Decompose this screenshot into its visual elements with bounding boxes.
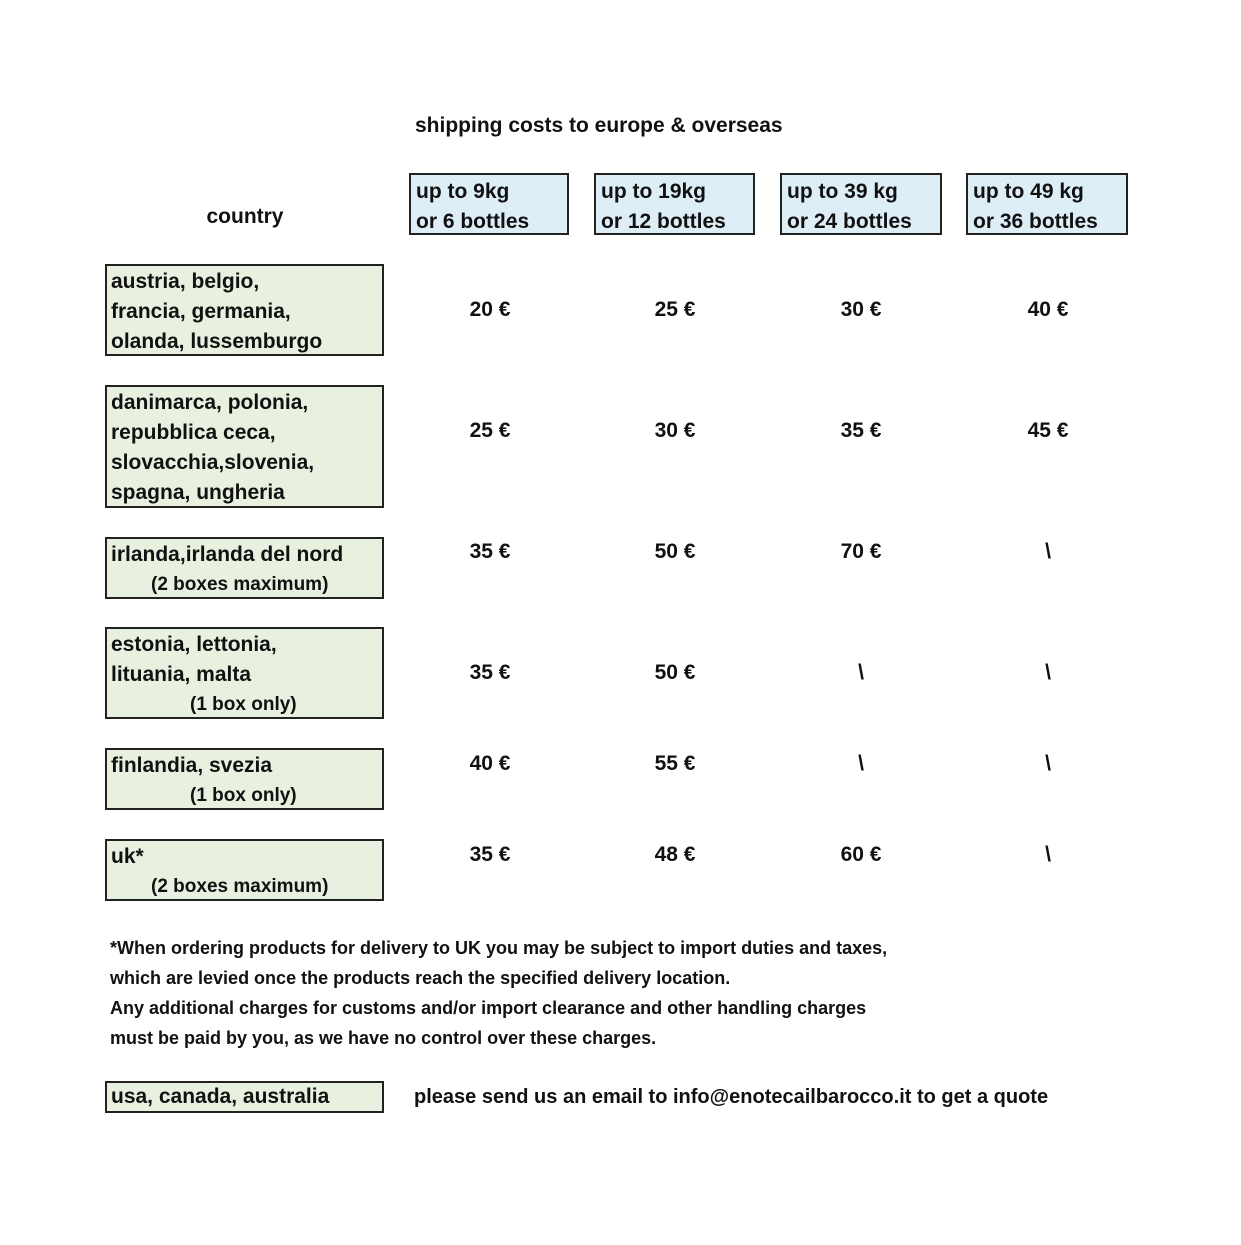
weight-header-2 [594, 173, 755, 235]
footnote-line: must be paid by you, as we have no control over these charges. [110, 1028, 657, 1048]
weight-header-line: or 6 bottles [416, 210, 530, 233]
price-cell: 35 € [469, 661, 511, 684]
box-limit-note: (1 box only) [190, 694, 297, 715]
price-cell: 40 € [469, 752, 511, 775]
country-line: lituania, malta [111, 663, 252, 686]
price-cell: \ [858, 752, 864, 775]
country-box-nordics [105, 748, 384, 810]
weight-header-4 [966, 173, 1128, 235]
price-cell: 35 € [469, 540, 511, 563]
weight-header-3 [780, 173, 942, 235]
price-cell: \ [1045, 752, 1051, 775]
box-limit-note: (2 boxes maximum) [151, 876, 329, 897]
price-cell: \ [858, 661, 864, 684]
weight-header-line: up to 49 kg [973, 180, 1084, 203]
country-line: francia, germania, [111, 300, 291, 323]
price-cell: 55 € [654, 752, 696, 775]
weight-header-line: up to 39 kg [787, 180, 898, 203]
country-line: olanda, lussemburgo [111, 330, 323, 353]
country-line: danimarca, polonia, [111, 391, 309, 414]
country-box-overseas: usa, canada, australia [105, 1081, 384, 1113]
footnote-line: Any additional charges for customs and/or import clearance and other handling charges [110, 998, 867, 1018]
price-cell: 70 € [840, 540, 882, 563]
weight-header-line: up to 19kg [601, 180, 707, 203]
price-cell: 25 € [654, 298, 696, 321]
weight-header-line: or 12 bottles [601, 210, 726, 233]
country-line: estonia, lettonia, [111, 633, 277, 656]
country-box-eastern-europe [105, 385, 384, 508]
box-limit-note: (1 box only) [190, 785, 297, 806]
price-cell: 40 € [1027, 298, 1069, 321]
price-cell: 30 € [654, 419, 696, 442]
country-line: finlandia, svezia [111, 754, 273, 777]
country-line: austria, belgio, [111, 270, 260, 293]
weight-header-1 [409, 173, 569, 235]
country-line: uk* [111, 845, 144, 868]
country-box-central-europe [105, 264, 384, 356]
price-cell: 20 € [469, 298, 511, 321]
footnote-line: *When ordering products for delivery to UK you may be subject to import duties and taxes, [110, 938, 888, 958]
weight-header-line: or 24 bottles [787, 210, 912, 233]
country-column-header: country [206, 205, 284, 228]
quote-request-note: please send us an email to info@enotecailbarocco.it to get a quote [414, 1086, 1049, 1108]
price-cell: 50 € [654, 661, 696, 684]
country-line: spagna, ungheria [111, 481, 285, 504]
box-limit-note: (2 boxes maximum) [151, 574, 329, 595]
country-line: irlanda,irlanda del nord [111, 543, 344, 566]
price-cell: 60 € [840, 843, 882, 866]
price-cell: 35 € [469, 843, 511, 866]
country-line: slovacchia,slovenia, [111, 451, 315, 474]
country-box-uk [105, 839, 384, 901]
price-cell: 48 € [654, 843, 696, 866]
weight-header-line: up to 9kg [416, 180, 510, 203]
price-cell: 50 € [654, 540, 696, 563]
price-cell: 30 € [840, 298, 882, 321]
price-cell: 35 € [840, 419, 882, 442]
price-cell: \ [1045, 843, 1051, 866]
price-cell: 45 € [1027, 419, 1069, 442]
page-title: shipping costs to europe & overseas [415, 114, 783, 137]
uk-footnote [110, 933, 887, 1053]
price-cell: \ [1045, 540, 1051, 563]
price-cell: \ [1045, 661, 1051, 684]
weight-header-line: or 36 bottles [973, 210, 1098, 233]
footnote-line: which are levied once the products reach the specified delivery location. [110, 968, 731, 988]
price-cell: 25 € [469, 419, 511, 442]
country-line: repubblica ceca, [111, 421, 276, 444]
country-box-ireland [105, 537, 384, 599]
country-box-baltics-malta [105, 627, 384, 719]
